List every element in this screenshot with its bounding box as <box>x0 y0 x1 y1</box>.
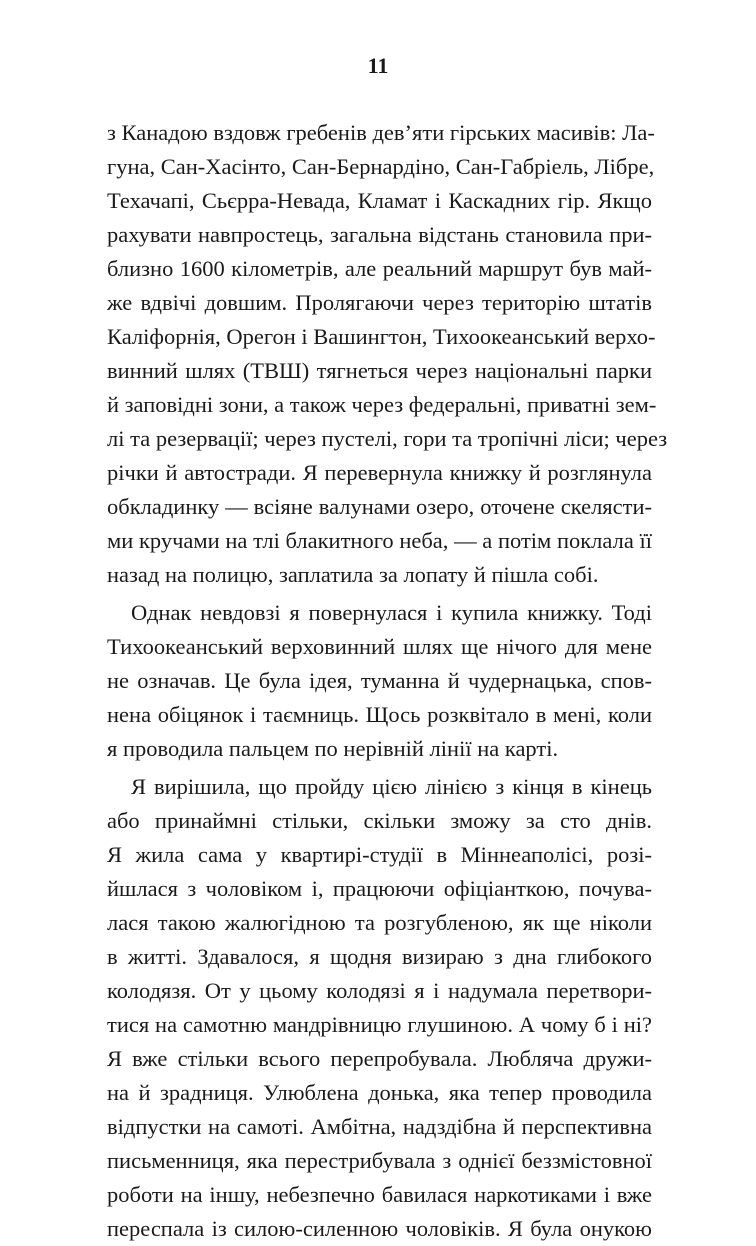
text-line: лі та резервації; через пустелі, гори та тропічні ліси; через <box>107 426 668 451</box>
text-line: в житті. Здавалося, я щодня визираю з дна глибокого <box>107 944 652 969</box>
text-line: письменниця, яка перестрибувала з однієї беззмістовної <box>107 1148 652 1173</box>
text-line: близно 1600 кілометрів, але реальний маршрут був май- <box>107 256 652 281</box>
text-line: я проводила пальцем по нерівній лінії на карті. <box>107 736 559 761</box>
text-line: йшлася з чоловіком і, працюючи офіціанткою, почува- <box>107 876 652 901</box>
text-line: нена обіцянок і таємниць. Щось розквітало в мені, коли <box>107 702 652 727</box>
text-line: же вдвічі довшим. Пролягаючи через територію штатів <box>107 290 652 315</box>
text-line: ми кручами на тлі блакитного неба, — а потім поклала її <box>107 528 652 553</box>
text-line: Тихоокеанський верховинний шлях ще нічого для мене <box>107 634 652 659</box>
text-line: або принаймні стільки, скільки зможу за сто днів. <box>107 808 652 833</box>
paragraph <box>107 116 668 592</box>
text-line: відпустки на самоті. Амбітна, надздібна й перспективна <box>107 1114 652 1139</box>
text-line: колодязя. От у цьому колодязі я і надумала перетвори- <box>107 978 652 1003</box>
text-line: переспала із силою-силенною чоловіків. Я була онукою <box>107 1216 652 1241</box>
text-line: Я вирішила, що пройду цією лінією з кінця в кінець <box>131 774 652 799</box>
text-line: Я жила сама у квартирі-студії в Міннеаполісі, розі- <box>107 842 652 867</box>
paragraph <box>107 770 652 1246</box>
text-line: з Канадою вздовж гребенів дев’яти гірських масивів: Ла- <box>107 120 655 145</box>
text-line: роботи на іншу, небезпечно бавилася наркотиками і вже <box>107 1182 652 1207</box>
text-line: тися на самотню мандрівницю глушиною. А чому б і ні? <box>107 1012 652 1037</box>
text-line: Каліфорнія, Орегон і Вашингтон, Тихоокеанський верхо- <box>107 324 656 349</box>
text-line: Однак невдовзі я повернулася і купила книжку. Тоді <box>131 600 652 625</box>
text-line: рахувати навпростець, загальна відстань становила при- <box>107 222 652 247</box>
text-line: гуна, Сан-Хасінто, Сан-Бернардіно, Сан-Габріель, Лібре, <box>107 154 655 179</box>
text-line: Техачапі, Сьєрра-Невада, Кламат і Каскадних гір. Якщо <box>107 188 652 213</box>
text-line: лася такою жалюгідною та розгубленою, як ще ніколи <box>107 910 652 935</box>
text-line: й заповідні зони, а також через федеральні, приватні зем- <box>107 392 657 417</box>
text-line: винний шлях (ТВШ) тягнеться через національні парки <box>107 358 652 383</box>
paragraph <box>107 596 652 766</box>
text-line: річки й автостради. Я перевернула книжку й розглянула <box>107 460 652 485</box>
text-line: назад на полицю, заплатила за лопату й пішла собі. <box>107 562 599 587</box>
text-line: обкладинку — всіяне валунами озеро, оточене скелясти- <box>107 494 652 519</box>
text-line: на й зрадниця. Улюблена донька, яка тепер проводила <box>107 1080 652 1105</box>
page-number: 11 <box>367 53 389 78</box>
body-text <box>107 116 668 1246</box>
text-line: Я вже стільки всього перепробувала. Любляча дружи- <box>107 1046 652 1071</box>
text-line: не означав. Це була ідея, туманна й чудернацька, спов- <box>107 668 652 693</box>
